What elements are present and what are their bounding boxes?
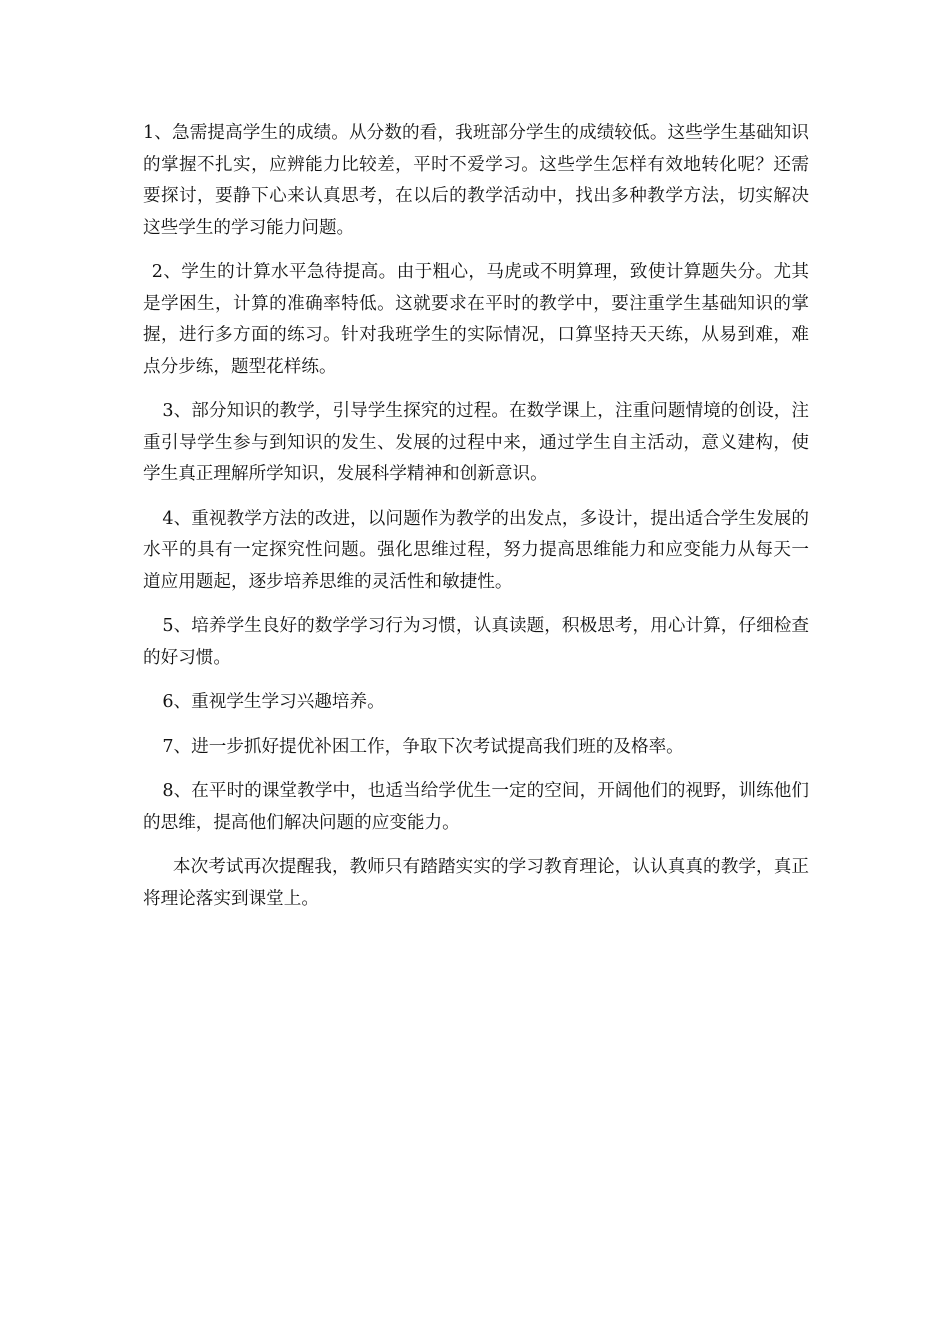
paragraph-3: 3、部分知识的教学，引导学生探究的过程。在数学课上，注重问题情境的创设，注重引导学生参与到知识的发生、发展的过程中来，通过学生自主活动，意义建构，使学生真正理解所学知识，发展科学精神和创新意识。 xyxy=(143,401,809,484)
paragraph-conclusion: 本次考试再次提醒我，教师只有踏踏实实的学习教育理论，认认真真的教学，真正将理论落实到课堂上。 xyxy=(143,857,809,909)
paragraph-8: 8、在平时的课堂教学中，也适当给学优生一定的空间，开阔他们的视野，训练他们的思维，提高他们解决问题的应变能力。 xyxy=(143,781,809,833)
paragraph-1: 1、急需提高学生的成绩。从分数的看，我班部分学生的成绩较低。这些学生基础知识的掌握不扎实，应辨能力比较差，平时不爱学习。这些学生怎样有效地转化呢？还需要探讨，要静下心来认真思考，在以后的教学活动中，找出多种教学方法，切实解决这些学生的学习能力问题。 xyxy=(143,123,809,238)
paragraph-6: 6、重视学生学习兴趣培养。 xyxy=(162,692,385,712)
paragraph-7: 7、进一步抓好提优补困工作，争取下次考试提高我们班的及格率。 xyxy=(162,736,684,757)
paragraph-5: 5、培养学生良好的数学学习行为习惯，认真读题，积极思考，用心计算，仔细检查的好习惯。 xyxy=(143,616,809,668)
paragraph-4: 4、重视教学方法的改进，以问题作为教学的出发点，多设计，提出适合学生发展的水平的具有一定探究性问题。强化思维过程，努力提高思维能力和应变能力从每天一道应用题起，逐步培养思维的灵活性和敏捷性。 xyxy=(143,508,809,592)
paragraph-2: 2、学生的计算水平急待提高。由于粗心，马虎或不明算理，致使计算题失分。尤其是学困生，计算的准确率特低。这就要求在平时的教学中，要注重学生基础知识的掌握，进行多方面的练习。针对我班学生的实际情况，口算坚持天天练，从易到难，难点分步练，题型花样练。 xyxy=(143,262,809,377)
document-body xyxy=(143,118,809,928)
